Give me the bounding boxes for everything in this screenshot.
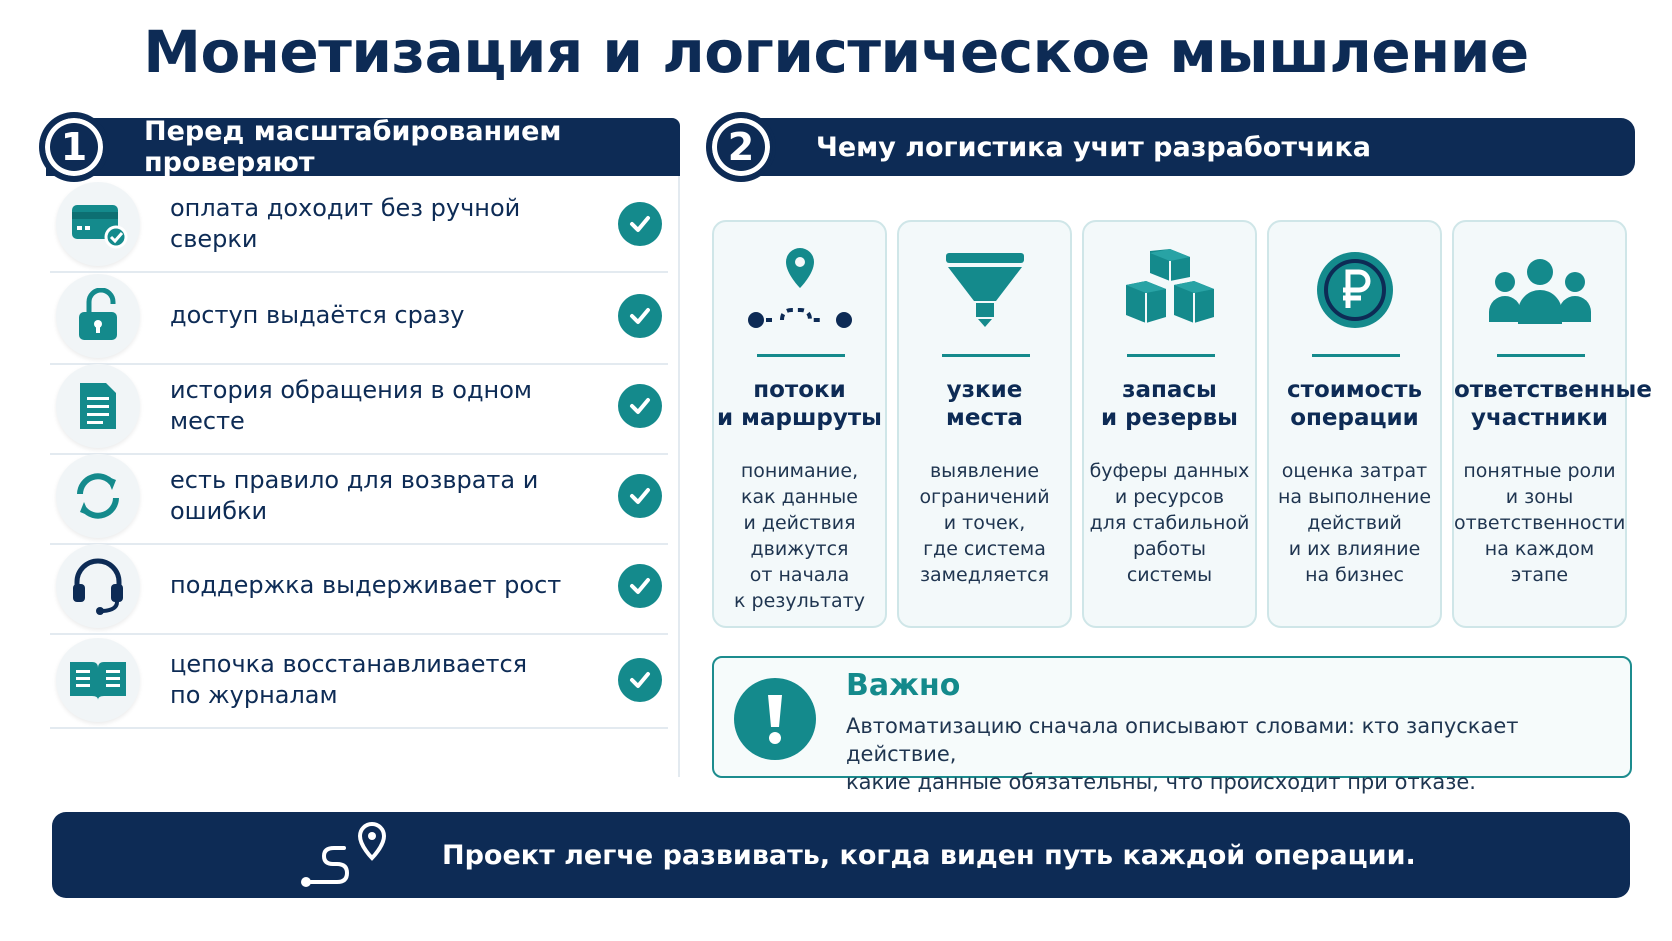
check-icon — [618, 202, 662, 246]
card-divider — [1127, 354, 1215, 357]
checklist-item-label: поддержка выдерживает рост — [170, 571, 562, 599]
card-description: выявление ограничений и точек, где система замедляется — [919, 460, 1050, 586]
section1-header — [46, 118, 680, 176]
checklist-item-label: история обращения в одном месте — [170, 375, 533, 435]
card-divider — [942, 354, 1030, 357]
page-title: Монетизация и логистическое мышление — [143, 18, 1529, 86]
card-description: оценка затрат на выполнение действий и их влияние на бизнес — [1277, 460, 1432, 586]
card-flows — [712, 220, 887, 628]
check-icon — [618, 294, 662, 338]
section1-heading: Перед масштабированием проверяют — [144, 116, 562, 178]
card-divider — [1312, 354, 1400, 357]
funnel-icon — [899, 240, 1070, 340]
checklist-item-label: оплата доходит без ручной сверки — [170, 193, 521, 253]
checklist-item — [50, 358, 668, 455]
check-icon — [618, 384, 662, 428]
people-group-icon — [1454, 240, 1625, 340]
credit-card-check-icon — [56, 182, 140, 266]
boxes-icon — [1084, 240, 1255, 340]
card-title: потоки и маршруты — [717, 377, 882, 431]
checklist-item-label: цепочка восстанавливается по журналам — [170, 649, 528, 709]
important-title: Важно — [846, 668, 961, 703]
checklist-item — [50, 268, 668, 365]
card-divider — [757, 354, 845, 357]
checklist-item — [50, 538, 668, 635]
footer-text: Проект легче развивать, когда виден путь каждой операции. — [442, 839, 1416, 871]
checklist-item — [50, 176, 668, 273]
card-description: понятные роли и зоны ответственности на каждом этапе — [1454, 460, 1626, 586]
card-participants — [1452, 220, 1652, 628]
check-icon — [618, 658, 662, 702]
route-pin-icon — [714, 240, 885, 340]
check-icon — [618, 564, 662, 608]
important-text: Автоматизацию сначала описывают словами: кто запускает действие, какие данные обязательны, что происходит при отказе. — [846, 714, 1519, 794]
checklist-item-label: доступ выдаётся сразу — [170, 301, 465, 329]
document-icon — [56, 364, 140, 448]
card-divider — [1497, 354, 1585, 357]
checklist — [50, 176, 680, 777]
card-cost — [1267, 220, 1442, 628]
path-pin-icon — [300, 820, 400, 892]
checklist-item-label: есть правило для возврата и ошибки — [170, 465, 539, 525]
checklist-item — [50, 448, 668, 545]
section1-number-badge: 1 — [42, 115, 106, 179]
card-title: ответственные участники — [1454, 377, 1652, 431]
card-reserves — [1082, 220, 1257, 628]
card-description: понимание, как данные и действия движутся от начала к результату — [734, 460, 865, 612]
card-description: буферы данных и ресурсов для стабильной работы системы — [1089, 460, 1250, 586]
card-title: запасы и резервы — [1101, 377, 1238, 431]
open-lock-icon — [56, 274, 140, 358]
checklist-item — [50, 632, 668, 729]
ruble-coin-icon — [1269, 240, 1440, 340]
important-note — [712, 656, 1632, 794]
section2-header — [712, 118, 1635, 176]
section2-number-badge: 2 — [709, 115, 773, 179]
footer-banner — [52, 812, 1630, 898]
card-title: узкие места — [946, 377, 1023, 431]
section2-heading: Чему логистика учит разработчика — [816, 131, 1372, 163]
headset-icon — [56, 544, 140, 628]
refresh-cycle-icon — [56, 454, 140, 538]
card-title: стоимость операции — [1287, 377, 1422, 431]
check-icon — [618, 474, 662, 518]
open-book-icon — [56, 638, 140, 722]
card-bottlenecks — [897, 220, 1072, 628]
exclamation-icon — [734, 678, 816, 760]
